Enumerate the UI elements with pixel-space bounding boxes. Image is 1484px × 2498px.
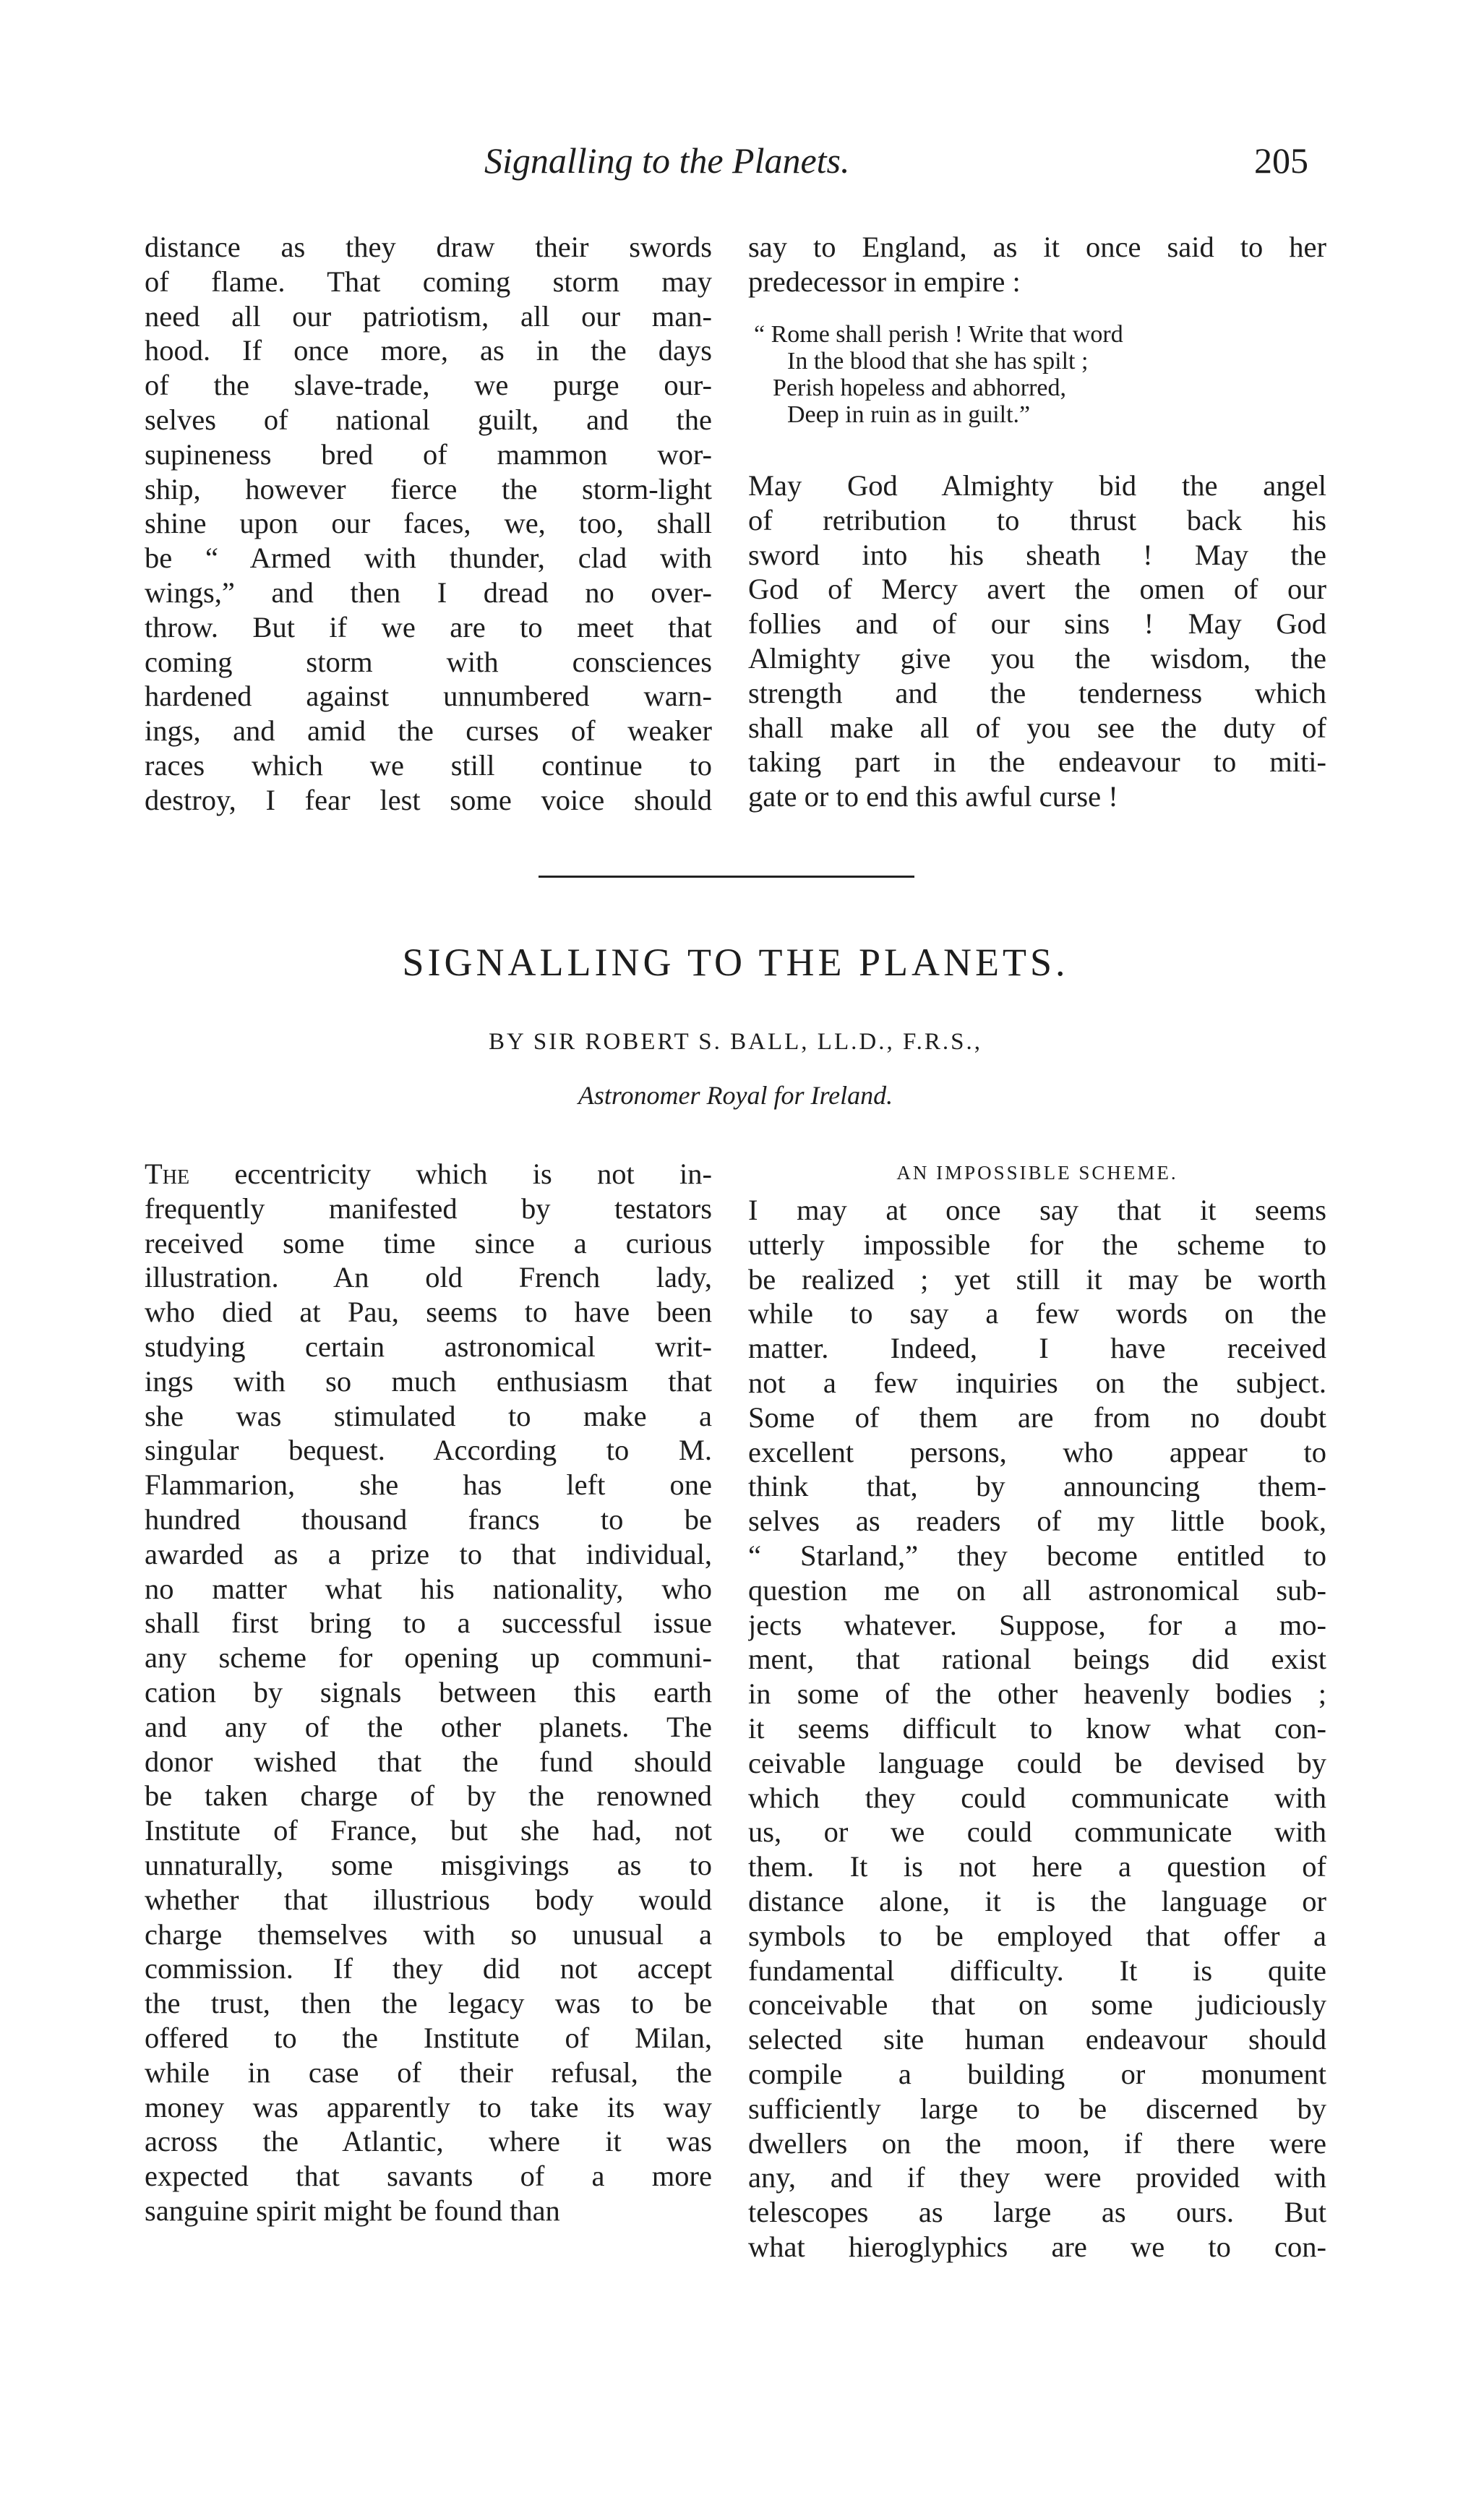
- text-line: whether that illustrious body would: [145, 1883, 712, 1916]
- text-line: the trust, then the legacy was to be: [145, 1987, 712, 2020]
- text-line: commission. If they did not accept: [145, 1952, 712, 1985]
- text-line: telescopes as large as ours. But: [748, 2196, 1326, 2229]
- text-line: question me on all astronomical sub-: [748, 1573, 1326, 1607]
- text-line: hood. If once more, as in the days: [145, 334, 712, 367]
- text-line: awarded as a prize to that individual,: [145, 1537, 712, 1570]
- text-line: ings, and amid the curses of weaker: [145, 714, 712, 748]
- top-right-intro: [748, 230, 1326, 299]
- lead-word: The: [145, 1158, 190, 1190]
- text-line: need all our patriotism, all our man-: [145, 299, 712, 333]
- text-line: be realized ; yet still it may be worth: [748, 1262, 1326, 1296]
- text-line: of retribution to thrust back his: [748, 503, 1326, 536]
- text-line: donor wished that the fund should: [145, 1745, 712, 1778]
- text-line: predecessor in empire :: [748, 265, 1021, 298]
- text-line: follies and of our sins ! May God: [748, 607, 1326, 641]
- text-line: not a few inquiries on the subject.: [748, 1366, 1326, 1399]
- text-line: which they could communicate with: [748, 1781, 1326, 1814]
- text-line: of the slave-trade, we purge our-: [145, 369, 712, 402]
- author-affiliation: Astronomer Royal for Ireland.: [578, 1081, 893, 1110]
- text-line: sanguine spirit might be found than: [145, 2194, 560, 2227]
- text-line: selected site human endeavour should: [748, 2023, 1326, 2056]
- text-line: God of Mercy avert the omen of our: [748, 573, 1326, 606]
- text-line: it seems difficult to know what con-: [748, 1711, 1326, 1745]
- text-line: distance as they draw their swords: [145, 231, 712, 263]
- text-line: across the Atlantic, where it was: [145, 2125, 712, 2158]
- text-line: throw. But if we are to meet that: [145, 610, 712, 643]
- text-line: May God Almighty bid the angel: [748, 469, 1326, 502]
- text-line: hardened against unnumbered warn-: [145, 680, 712, 713]
- text-line: ship, however fierce the storm-light: [145, 472, 712, 505]
- text-line: hundred thousand francs to be: [145, 1502, 712, 1536]
- text-line: selves of national guilt, and the: [145, 403, 712, 436]
- text-line: selves as readers of my little book,: [748, 1505, 1326, 1538]
- text-line: them. It is not here a question of: [748, 1850, 1326, 1883]
- text-line: us, or we could communicate with: [748, 1815, 1326, 1849]
- text-line: be “ Armed with thunder, clad with: [145, 542, 712, 575]
- text-line: sufficiently large to be discerned by: [748, 2092, 1326, 2125]
- verse-quote: [748, 321, 1326, 428]
- text-line: ings with so much enthusiasm that: [145, 1364, 712, 1398]
- article-title: SIGNALLING TO THE PLANETS.: [402, 941, 1069, 984]
- text-line: offered to the Institute of Milan,: [145, 2021, 712, 2054]
- text-line: dwellers on the moon, if there were: [748, 2126, 1326, 2160]
- text-line: excellent persons, who appear to: [748, 1435, 1326, 1468]
- text-line: any scheme for opening up communi-: [145, 1641, 712, 1674]
- text-line: cation by signals between this earth: [145, 1675, 712, 1708]
- text-line: money was apparently to take its way: [145, 2090, 712, 2123]
- text-line: coming storm with consciences: [145, 645, 712, 678]
- text-line: shine upon our faces, we, too, shall: [145, 507, 712, 540]
- text-line: singular bequest. According to M.: [145, 1434, 712, 1467]
- text-line: Flammarion, she has left one: [145, 1468, 712, 1502]
- text-line: taking part in the endeavour to miti-: [748, 745, 1326, 779]
- quote-line: In the blood that she has spilt ;: [787, 348, 1089, 375]
- text-line: ceivable language could be devised by: [748, 1746, 1326, 1779]
- text-line: fundamental difficulty. It is quite: [748, 1954, 1326, 1987]
- page-number: 205: [1254, 140, 1308, 181]
- text-line: wings,” and then I dread no over-: [145, 576, 712, 609]
- text-line: Institute of France, but she had, not: [145, 1814, 712, 1847]
- text-line: jects whatever. Suppose, for a mo-: [748, 1608, 1326, 1641]
- text-line: while to say a few words on the: [748, 1297, 1326, 1330]
- text-line: symbols to be employed that offer a: [748, 1919, 1326, 1952]
- text-line: studying certain astronomical writ-: [145, 1330, 712, 1363]
- text-line: and any of the other planets. The: [145, 1710, 712, 1743]
- text-line: illustration. An old French lady,: [145, 1261, 712, 1294]
- text-line: Almighty give you the wisdom, the: [748, 641, 1326, 675]
- text-line: think that, by announcing them-: [748, 1470, 1326, 1503]
- bottom-right-column: [748, 1193, 1326, 2264]
- text-line: gate or to end this awful curse !: [748, 780, 1118, 813]
- text-line: ment, that rational beings did exist: [748, 1643, 1326, 1676]
- text-line: no matter what his nationality, who: [145, 1572, 712, 1605]
- top-left-column: [145, 230, 712, 818]
- bottom-left-column: [145, 1157, 712, 2228]
- article-byline: BY SIR ROBERT S. BALL, LL.D., F.R.S.,: [488, 1029, 983, 1055]
- top-right-column: [748, 469, 1326, 814]
- text-line: conceivable that on some judiciously: [748, 1988, 1326, 2022]
- quote-line: Deep in ruin as in guilt.”: [787, 401, 1031, 428]
- text-line: utterly impossible for the scheme to: [748, 1228, 1326, 1261]
- text-line: of flame. That coming storm may: [145, 265, 712, 298]
- text-line: expected that savants of a more: [145, 2160, 712, 2193]
- quote-line: “ Rome shall perish ! Write that word: [754, 321, 1123, 348]
- text-line: be taken charge of by the renowned: [145, 1779, 712, 1813]
- text-line: while in case of their refusal, the: [145, 2056, 712, 2089]
- text-line: in some of the other heavenly bodies ;: [748, 1677, 1326, 1711]
- text-line: what hieroglyphics are we to con-: [748, 2230, 1326, 2263]
- text-line: matter. Indeed, I have received: [748, 1332, 1326, 1365]
- lead-line-rest: eccentricity which is not in-: [189, 1158, 712, 1190]
- quote-line: Perish hopeless and abhorred,: [773, 375, 1067, 401]
- text-line: sword into his sheath ! May the: [748, 538, 1326, 571]
- text-line: she was stimulated to make a: [145, 1399, 712, 1432]
- text-line: received some time since a curious: [145, 1226, 712, 1259]
- section-divider: [539, 876, 914, 878]
- text-line: I may at once say that it seems: [748, 1194, 1326, 1226]
- text-line: [145, 1157, 712, 1192]
- text-line: say to England, as it once said to her: [748, 231, 1326, 263]
- text-line: Some of them are from no doubt: [748, 1400, 1326, 1434]
- text-line: “ Starland,” they become entitled to: [748, 1539, 1326, 1572]
- running-head: [463, 137, 1316, 188]
- text-line: shall first bring to a successful issue: [145, 1607, 712, 1640]
- text-line: frequently manifested by testators: [145, 1192, 712, 1225]
- text-line: compile a building or monument: [748, 2057, 1326, 2090]
- text-line: who died at Pau, seems to have been: [145, 1296, 712, 1329]
- text-line: races which we still continue to: [145, 748, 712, 782]
- section-heading: AN IMPOSSIBLE SCHEME.: [896, 1162, 1178, 1184]
- text-line: distance alone, it is the language or: [748, 1884, 1326, 1917]
- text-line: destroy, I fear lest some voice should: [145, 783, 712, 816]
- text-line: shall make all of you see the duty of: [748, 711, 1326, 744]
- running-title: Signalling to the Planets.: [484, 140, 850, 181]
- text-line: strength and the tenderness which: [748, 676, 1326, 709]
- text-line: supineness bred of mammon wor-: [145, 437, 712, 471]
- text-line: unnaturally, some misgivings as to: [145, 1848, 712, 1881]
- text-line: any, and if they were provided with: [748, 2161, 1326, 2194]
- text-line: charge themselves with so unusual a: [145, 1917, 712, 1951]
